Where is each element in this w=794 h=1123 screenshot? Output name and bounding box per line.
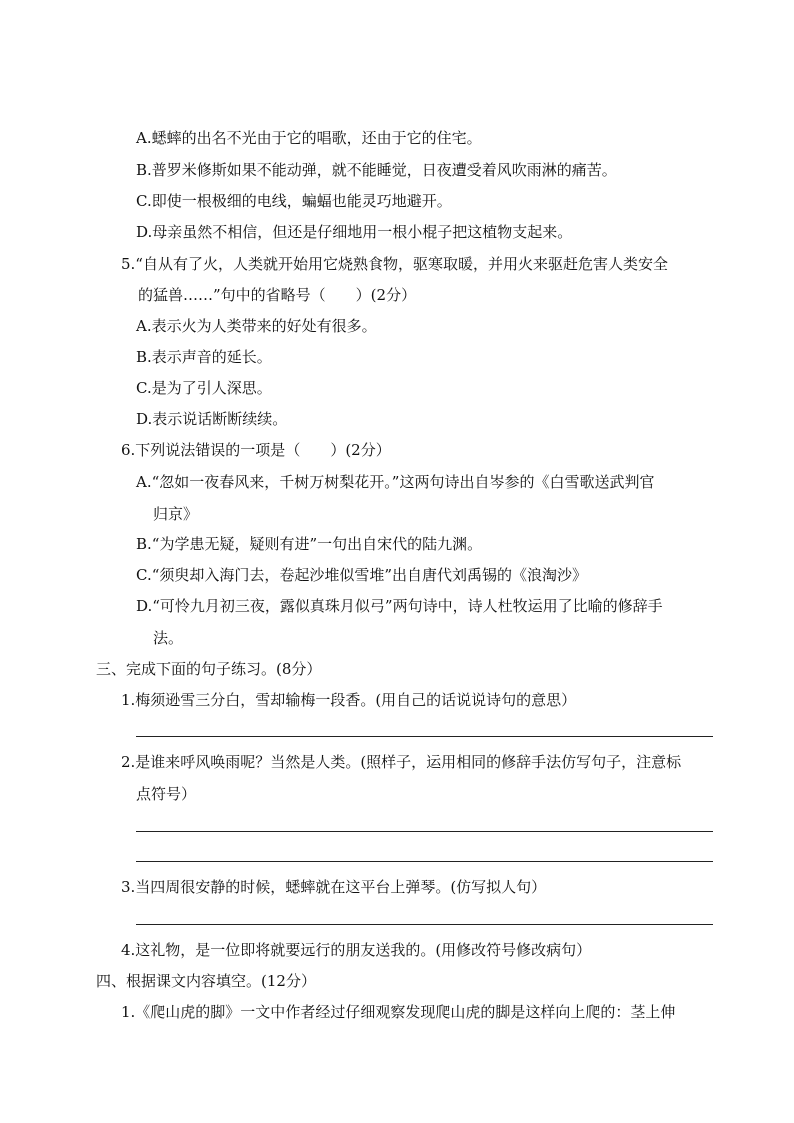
q6-option-d-line2: 法。 [153, 629, 184, 647]
section4-item1: 1.《爬山虎的脚》一文中作者经过仔细观察发现爬山虎的脚是这样向上爬的：茎上伸 [121, 1003, 676, 1021]
q4-option-c: C.即使一根极细的电线，蝙蝠也能灵巧地避开。 [136, 192, 452, 210]
answer-line[interactable] [136, 736, 713, 737]
q4-option-b: B.普罗米修斯如果不能动弹，就不能睡觉，日夜遭受着风吹雨淋的痛苦。 [136, 161, 617, 179]
q6-option-c: C.“须臾却入海门去，卷起沙堆似雪堆”出自唐代刘禹锡的《浪淘沙》 [136, 566, 588, 584]
q6-option-a-line1: A.“忽如一夜春风来，千树万树梨花开。”这两句诗出自岑参的《白雪歌送武判官 [136, 473, 655, 491]
q5-stem-line2: 的猛兽……”句中的省略号（ ）(2分） [138, 286, 417, 304]
q5-option-c: C.是为了引人深思。 [136, 379, 272, 397]
section3-heading: 三、完成下面的句子练习。(8分） [96, 660, 322, 678]
q4-option-d: D.母亲虽然不相信，但还是仔细地用一根小棍子把这植物支起来。 [136, 223, 573, 241]
q4-option-a: A.蟋蟀的出名不光由于它的唱歌，还由于它的住宅。 [136, 129, 482, 147]
q5-option-d: D.表示说话断断续续。 [136, 410, 288, 428]
answer-line[interactable] [136, 924, 713, 925]
section3-item1: 1.梅须逊雪三分白，雪却输梅一段香。(用自己的话说说诗句的意思） [121, 691, 577, 709]
section3-item3: 3.当四周很安静的时候，蟋蟀就在这平台上弹琴。(仿写拟人句） [121, 878, 547, 896]
q6-option-a-line2: 归京》 [153, 505, 199, 523]
section3-item2-line1: 2.是谁来呼风唤雨呢？当然是人类。(照样子，运用相同的修辞手法仿写句子，注意标 [121, 753, 682, 771]
answer-line[interactable] [136, 861, 713, 862]
section4-heading: 四、根据课文内容填空。(12分） [96, 972, 316, 990]
q5-option-b: B.表示声音的延长。 [136, 348, 272, 366]
q6-stem: 6.下列说法错误的一项是（ ）(2分） [121, 441, 391, 459]
q6-option-b: B.“为学患无疑，疑则有进”一句出自宋代的陆九渊。 [136, 535, 483, 553]
answer-line[interactable] [136, 831, 713, 832]
section3-item2-line2: 点符号） [136, 785, 197, 803]
q6-option-d-line1: D.“可怜九月初三夜，露似真珠月似弓”两句诗中，诗人杜牧运用了比喻的修辞手 [136, 597, 663, 615]
section3-item4: 4.这礼物，是一位即将就要远行的朋友送我的。(用修改符号修改病句） [121, 941, 592, 959]
q5-stem-line1: 5.“自从有了火，人类就开始用它烧熟食物，驱寒取暖，并用火来驱赶危害人类安全 [121, 255, 668, 273]
q5-option-a: A.表示火为人类带来的好处有很多。 [136, 317, 377, 335]
